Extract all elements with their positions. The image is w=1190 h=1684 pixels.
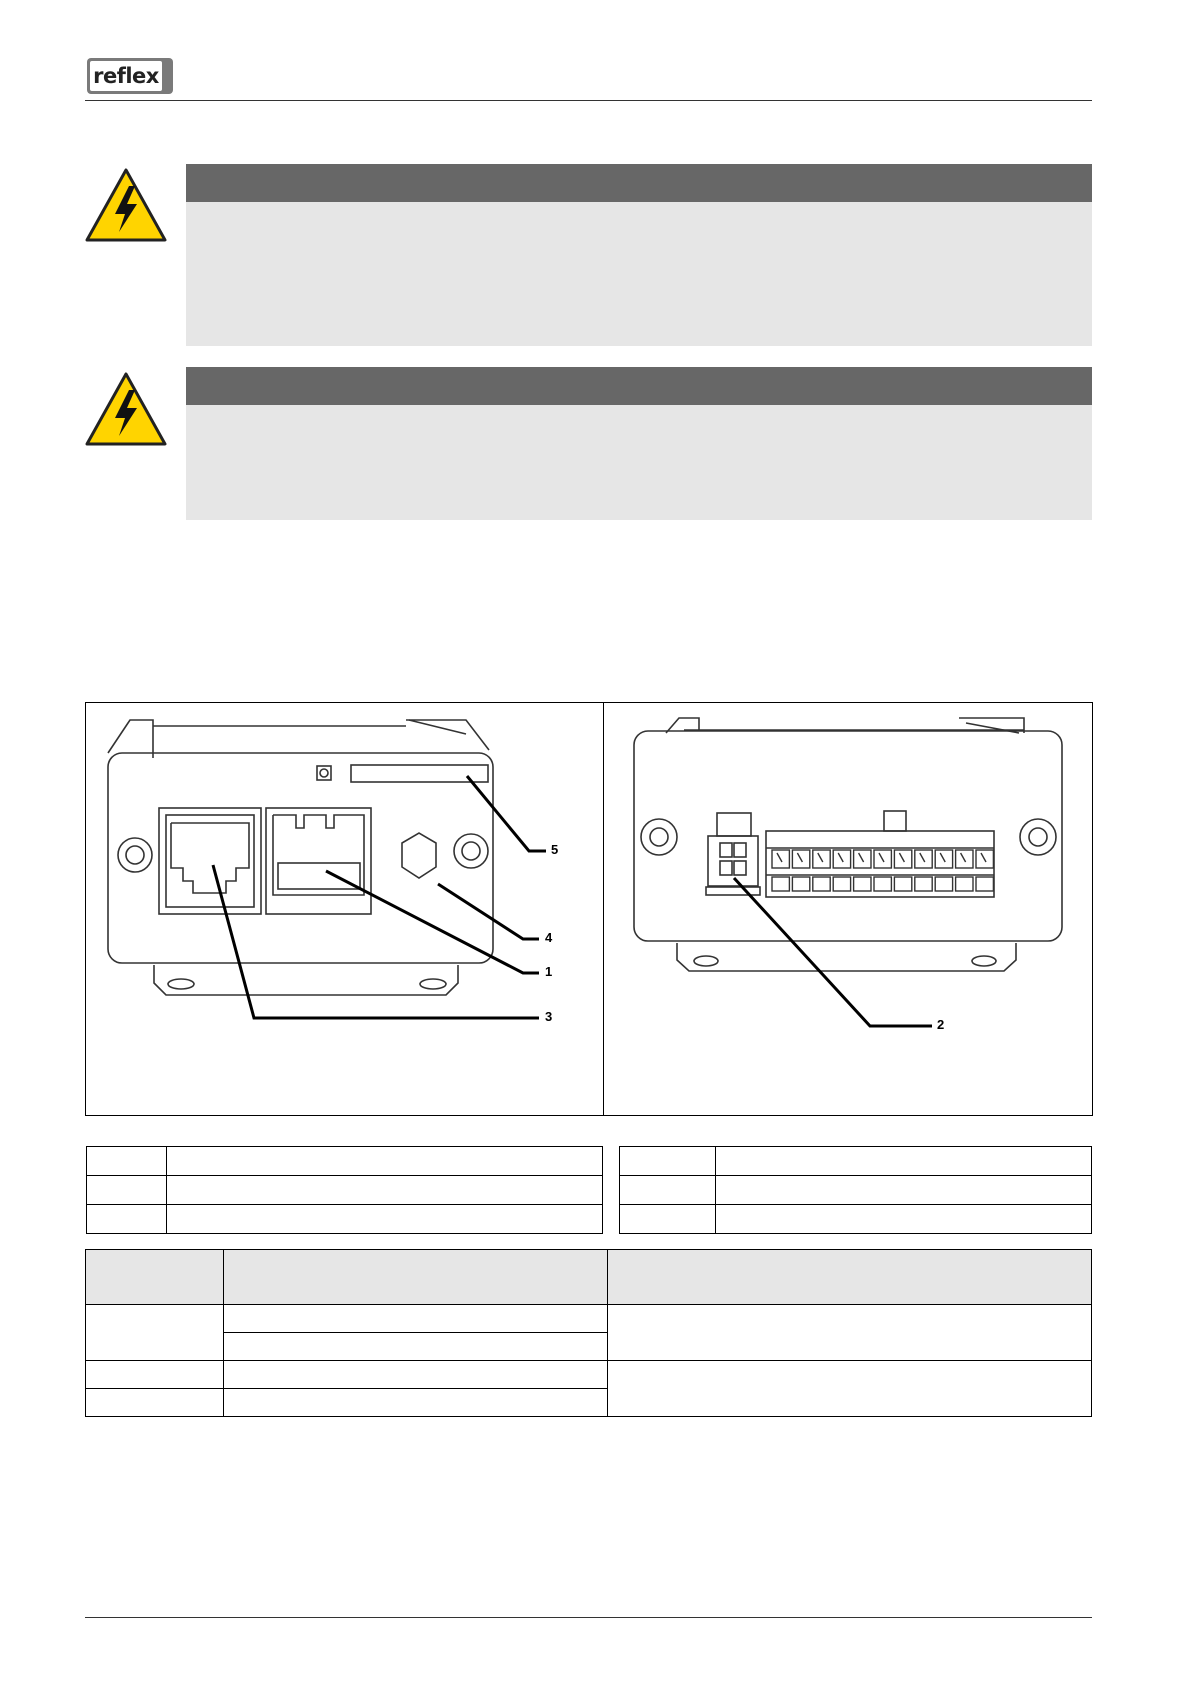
table-row — [87, 1176, 603, 1205]
callout-5: 5 — [551, 842, 559, 857]
terminal-pin-mark — [879, 853, 884, 862]
terminal-pin — [854, 877, 871, 891]
table-row — [87, 1147, 603, 1176]
callout-2: 2 — [937, 1017, 945, 1032]
terminal-pin-mark — [859, 853, 864, 862]
callout-4: 4 — [545, 930, 553, 945]
table-row — [87, 1205, 603, 1234]
warning-title-bar — [186, 164, 1092, 202]
header-divider — [85, 100, 1092, 101]
table-row — [620, 1205, 1092, 1234]
footer-divider — [85, 1617, 1092, 1618]
terminal-pin — [935, 877, 952, 891]
terminal-pin-mark — [981, 853, 986, 862]
table-header-row — [86, 1250, 1092, 1305]
legend-table-right — [619, 1146, 1092, 1234]
terminal-pin — [792, 877, 809, 891]
terminal-pin — [772, 877, 789, 891]
table-row — [620, 1147, 1092, 1176]
terminal-pin — [833, 877, 850, 891]
terminal-pin-mark — [940, 853, 945, 862]
high-voltage-warning-icon — [85, 168, 167, 242]
table-row — [620, 1176, 1092, 1205]
terminal-pin — [874, 877, 891, 891]
warning-box-1 — [186, 164, 1092, 346]
terminal-pin — [894, 877, 911, 891]
warning-title-bar — [186, 367, 1092, 405]
device-connection-figure — [85, 702, 1093, 1116]
table-row — [86, 1361, 1092, 1389]
callout-1: 1 — [545, 964, 553, 979]
terminal-pin-mark — [818, 853, 823, 862]
terminal-pin-mark — [920, 853, 925, 862]
device-rear-view — [604, 703, 1092, 1115]
connection-table — [85, 1249, 1092, 1417]
terminal-pin-mark — [777, 853, 782, 862]
terminal-pin — [976, 877, 993, 891]
device-front-view — [86, 703, 603, 1115]
terminal-pin — [813, 877, 830, 891]
terminal-pin-mark — [961, 853, 966, 862]
terminal-pin-mark — [797, 853, 802, 862]
logo-text: reflex — [90, 61, 162, 91]
terminal-pin-mark — [899, 853, 904, 862]
warning-box-2 — [186, 367, 1092, 520]
callout-3: 3 — [545, 1009, 553, 1024]
terminal-pin — [915, 877, 932, 891]
high-voltage-warning-icon — [85, 372, 167, 446]
table-row — [86, 1305, 1092, 1333]
terminal-pin-mark — [838, 853, 843, 862]
legend-table-left — [86, 1146, 603, 1234]
reflex-logo — [87, 58, 173, 94]
terminal-pin — [956, 877, 973, 891]
